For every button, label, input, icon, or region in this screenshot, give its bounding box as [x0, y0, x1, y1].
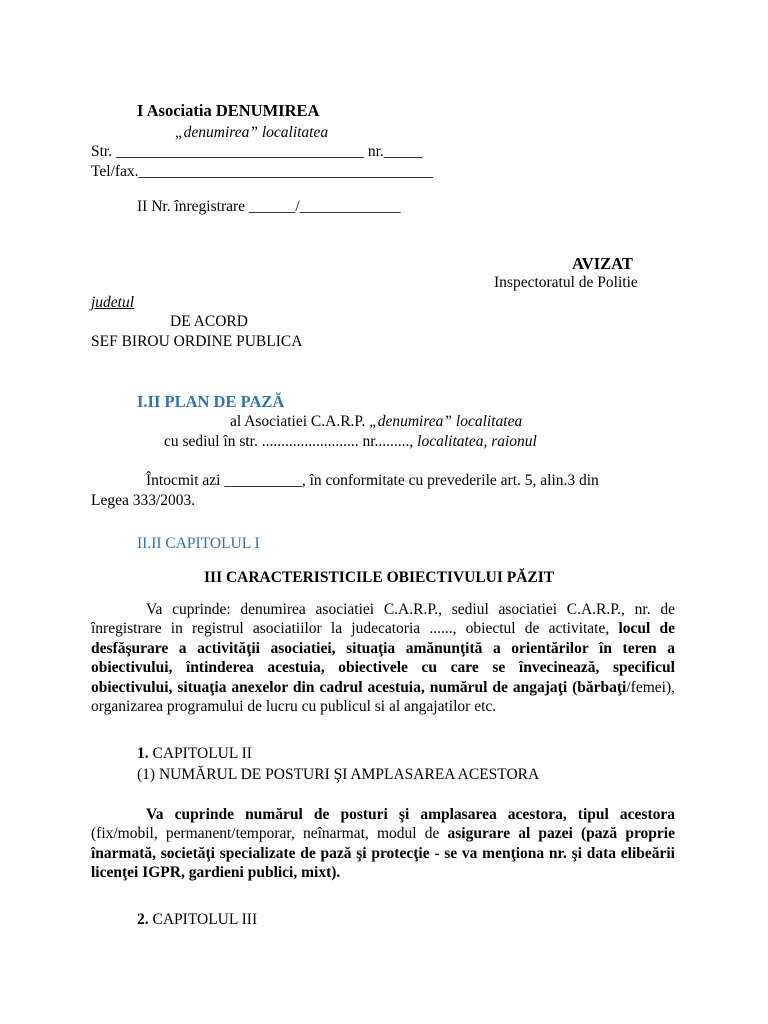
plan-title: I.II PLAN DE PAZĂ — [137, 392, 285, 411]
intocmit-line-2: Legea 333/2003. — [91, 492, 196, 509]
plan-association-italic: „denumirea” localitatea — [369, 413, 523, 430]
street-line: Str. ________________________________ nr._____ — [91, 143, 423, 160]
association-name: DENUMIREA — [215, 101, 320, 120]
chapter1-text-bold-1: locul de desfăşurare a activităţii asociatiei, situaţia amănunţită a orientărilor în teren a obiectivului, întinderea acestuia, obiectivele cu care se învecinează, specificul obiectivului, situaţia anexelor din cadrul acestuia, numărul de angajaţi (bărbaţi — [91, 620, 675, 696]
telfax-line: Tel/fax.______________________________________ — [91, 163, 434, 180]
intocmit-line-1: Întocmit azi __________, în conformitate cu prevederile art. 5, alin.3 din — [146, 472, 599, 489]
association-title — [137, 101, 319, 121]
sef-birou-label: SEF BIROU ORDINE PUBLICA — [91, 333, 303, 350]
avizat-label: AVIZAT — [572, 254, 633, 273]
judetul-label: judetul — [91, 294, 135, 311]
chapter2-subheading: (1) NUMĂRUL DE POSTURI ŞI AMPLASAREA ACESTORA — [137, 766, 540, 783]
inspectorat-label: Inspectoratul de Politie — [494, 274, 638, 291]
chapter2-heading — [137, 745, 252, 764]
chapter2-number: 1. — [137, 745, 149, 762]
chapter1-text-normal-1: Va cuprinde: denumirea asociatiei C.A.R.P., sediul asociatiei C.A.R.P., nr. de înregistrare in registrul asociatiilor la judecatoria ......, obiectul de activitate, — [91, 601, 675, 638]
chapter1-paragraph — [91, 600, 675, 716]
plan-sediul-italic: localitatea, raionul — [417, 433, 537, 450]
chapter3-heading-text: CAPITOLUL III — [148, 911, 258, 928]
association-prefix: I Asociatia — [137, 101, 216, 120]
chapter3-number: 2. — [137, 911, 149, 928]
plan-association-prefix: al Asociatiei C.A.R.P. — [230, 413, 370, 430]
chapter2-text-bold-1: Va cuprinde numărul de posturi şi amplasarea acestora, tipul acestora — [146, 806, 675, 823]
chapter3-heading — [137, 911, 257, 930]
chapter2-text-bold-2: asigurare al pazei (pază proprie înarmată, societăţi specializate de pază şi protecţie - se va menţiona nr. şi data elibeării licenţei IGPR, gardieni publici, mixt). — [91, 825, 675, 882]
denumirea-line: „denumirea” localitatea — [175, 124, 329, 141]
chapter1-heading: II.II CAPITOLUL I — [137, 535, 260, 552]
de-acord-label: DE ACORD — [170, 313, 248, 330]
chapter2-text-normal-1: (fix/mobil, permanent/temporar, neînarmat, modul de — [91, 825, 448, 843]
plan-sediul-line — [164, 433, 537, 452]
registration-line: II Nr. înregistrare ______/_____________ — [137, 198, 401, 215]
plan-sediul-prefix: cu sediul în str. ......................... nr........., — [164, 433, 418, 450]
chapter2-heading-text: CAPITOLUL II — [148, 745, 252, 762]
chapter1-text-normal-2: /femei), organizarea programului de lucru cu publicul si al angajatilor etc. — [91, 678, 675, 716]
chapter1-subheading: III CARACTERISTICILE OBIECTIVULUI PĂZIT — [204, 569, 555, 586]
plan-association-line — [230, 413, 522, 432]
chapter2-paragraph — [91, 805, 675, 883]
